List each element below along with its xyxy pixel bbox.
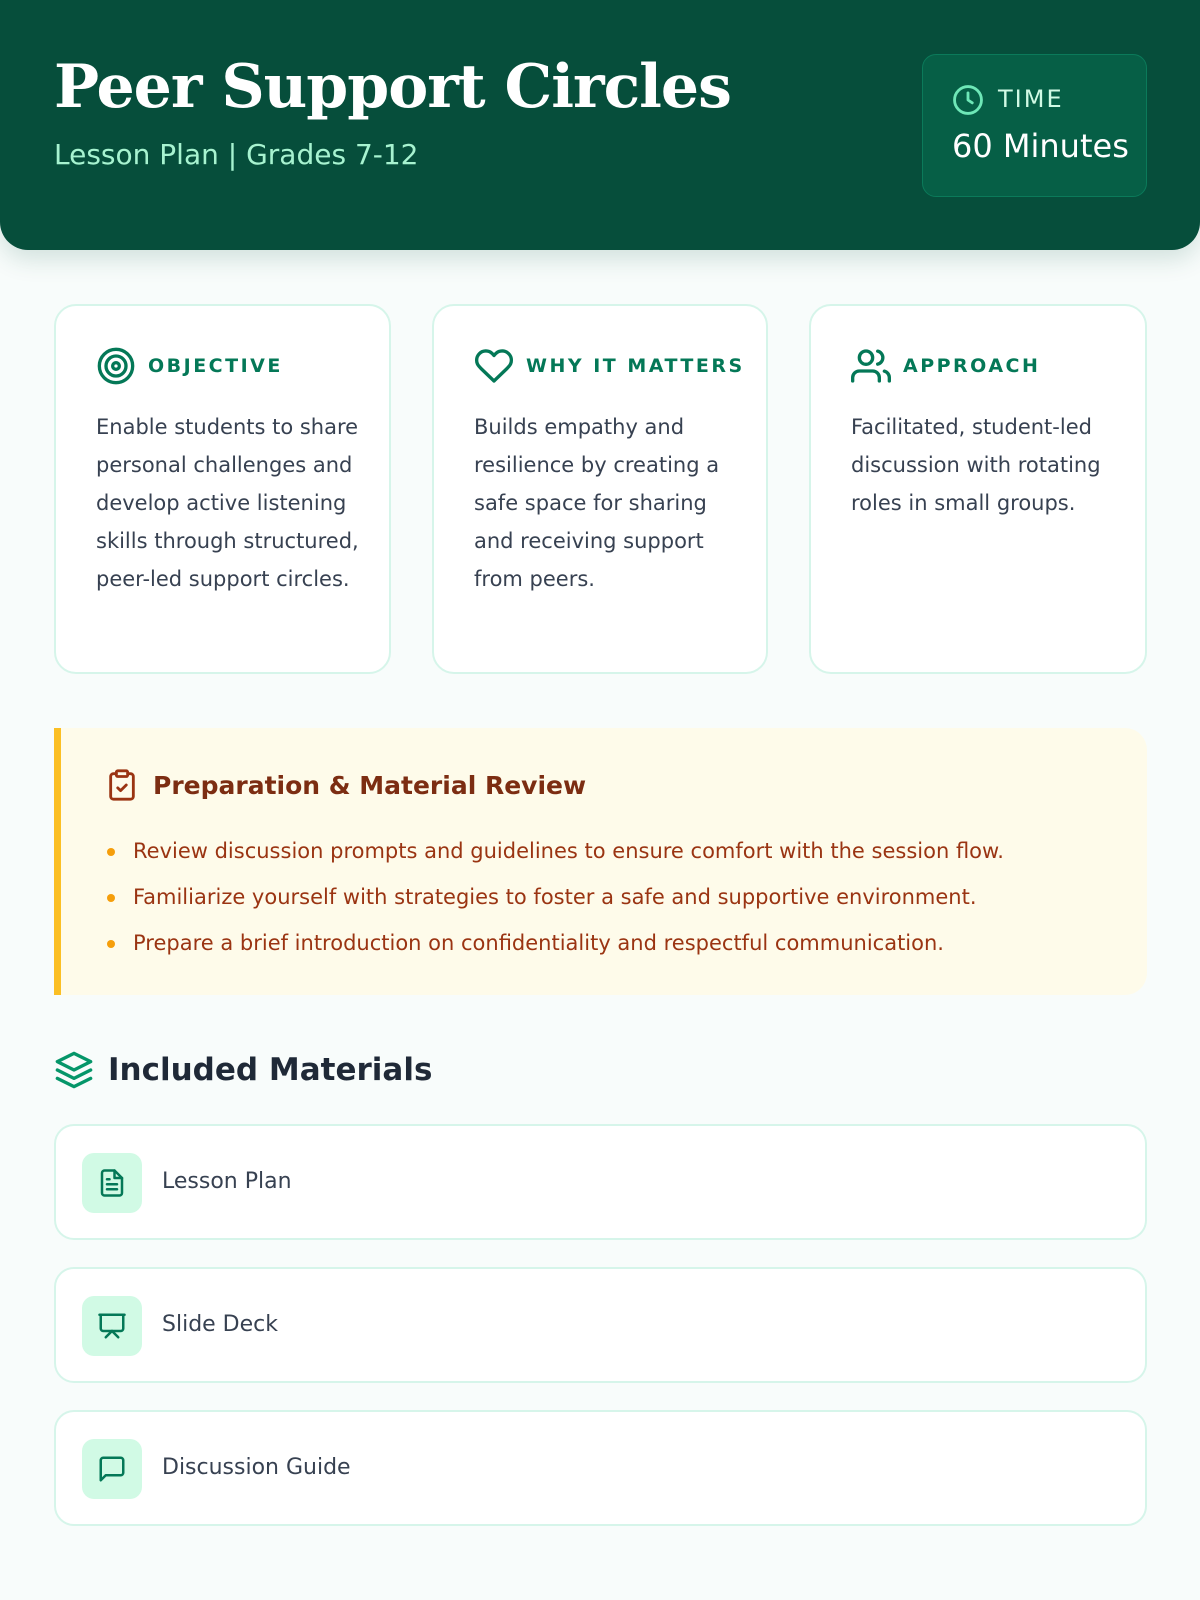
- file-text-icon: [97, 1168, 127, 1198]
- page-title: Peer Support Circles: [54, 52, 731, 122]
- list-item: [105, 920, 1004, 966]
- why-it-matters-card: [432, 304, 768, 674]
- card-body: Facilitated, student-led discussion with rotating roles in small groups.: [851, 415, 1101, 515]
- bullet-icon: [107, 848, 115, 856]
- card-body: Builds empathy and resilience by creating a safe space for sharing and receiving support from peers.: [474, 415, 720, 591]
- objective-card: [54, 304, 391, 674]
- list-item: [105, 874, 1004, 920]
- clock-icon: [951, 83, 985, 117]
- materials-header: [54, 1050, 432, 1090]
- materials-title: Included Materials: [108, 1052, 433, 1088]
- bullet-icon: [107, 940, 115, 948]
- list-item-text: Review discussion prompts and guidelines to ensure comfort with the session flow.: [133, 839, 1004, 863]
- card-label: WHY IT MATTERS: [526, 355, 745, 377]
- card-body: Enable students to share personal challenges and develop active listening skills through structured, peer-led support circles.: [96, 415, 359, 591]
- material-icon-badge: [82, 1439, 142, 1499]
- card-header: [96, 346, 283, 386]
- material-label: Lesson Plan: [162, 1169, 292, 1194]
- preparation-title: Preparation & Material Review: [153, 770, 587, 800]
- preparation-callout: [54, 728, 1147, 995]
- list-item-text: Familiarize yourself with strategies to foster a safe and supportive environment.: [133, 885, 977, 909]
- material-icon-badge: [82, 1153, 142, 1213]
- card-header: [474, 346, 745, 386]
- time-value: 60 Minutes: [952, 127, 1129, 165]
- bullet-icon: [107, 894, 115, 902]
- list-item-text: Prepare a brief introduction on confidentiality and respectful communication.: [133, 931, 944, 955]
- list-item: [105, 828, 1004, 874]
- material-label: Slide Deck: [162, 1312, 278, 1337]
- preparation-list: [105, 828, 1004, 966]
- users-icon: [851, 346, 891, 386]
- approach-card: [809, 304, 1147, 674]
- material-item-slide-deck[interactable]: [54, 1267, 1147, 1383]
- presentation-icon: [97, 1311, 127, 1341]
- material-icon-badge: [82, 1296, 142, 1356]
- card-label: APPROACH: [903, 355, 1041, 377]
- time-label: TIME: [998, 85, 1064, 113]
- material-label: Discussion Guide: [162, 1455, 351, 1480]
- header-banner: [0, 0, 1200, 250]
- target-icon: [96, 346, 136, 386]
- preparation-header: [105, 768, 586, 802]
- message-square-icon: [97, 1454, 127, 1484]
- page-subtitle: Lesson Plan | Grades 7-12: [54, 138, 419, 171]
- heart-icon: [474, 346, 514, 386]
- material-item-lesson-plan[interactable]: [54, 1124, 1147, 1240]
- time-box: [922, 54, 1147, 197]
- material-item-discussion-guide[interactable]: [54, 1410, 1147, 1526]
- clipboard-check-icon: [105, 768, 139, 802]
- card-header: [851, 346, 1040, 386]
- layers-icon: [54, 1050, 94, 1090]
- card-label: OBJECTIVE: [148, 355, 283, 377]
